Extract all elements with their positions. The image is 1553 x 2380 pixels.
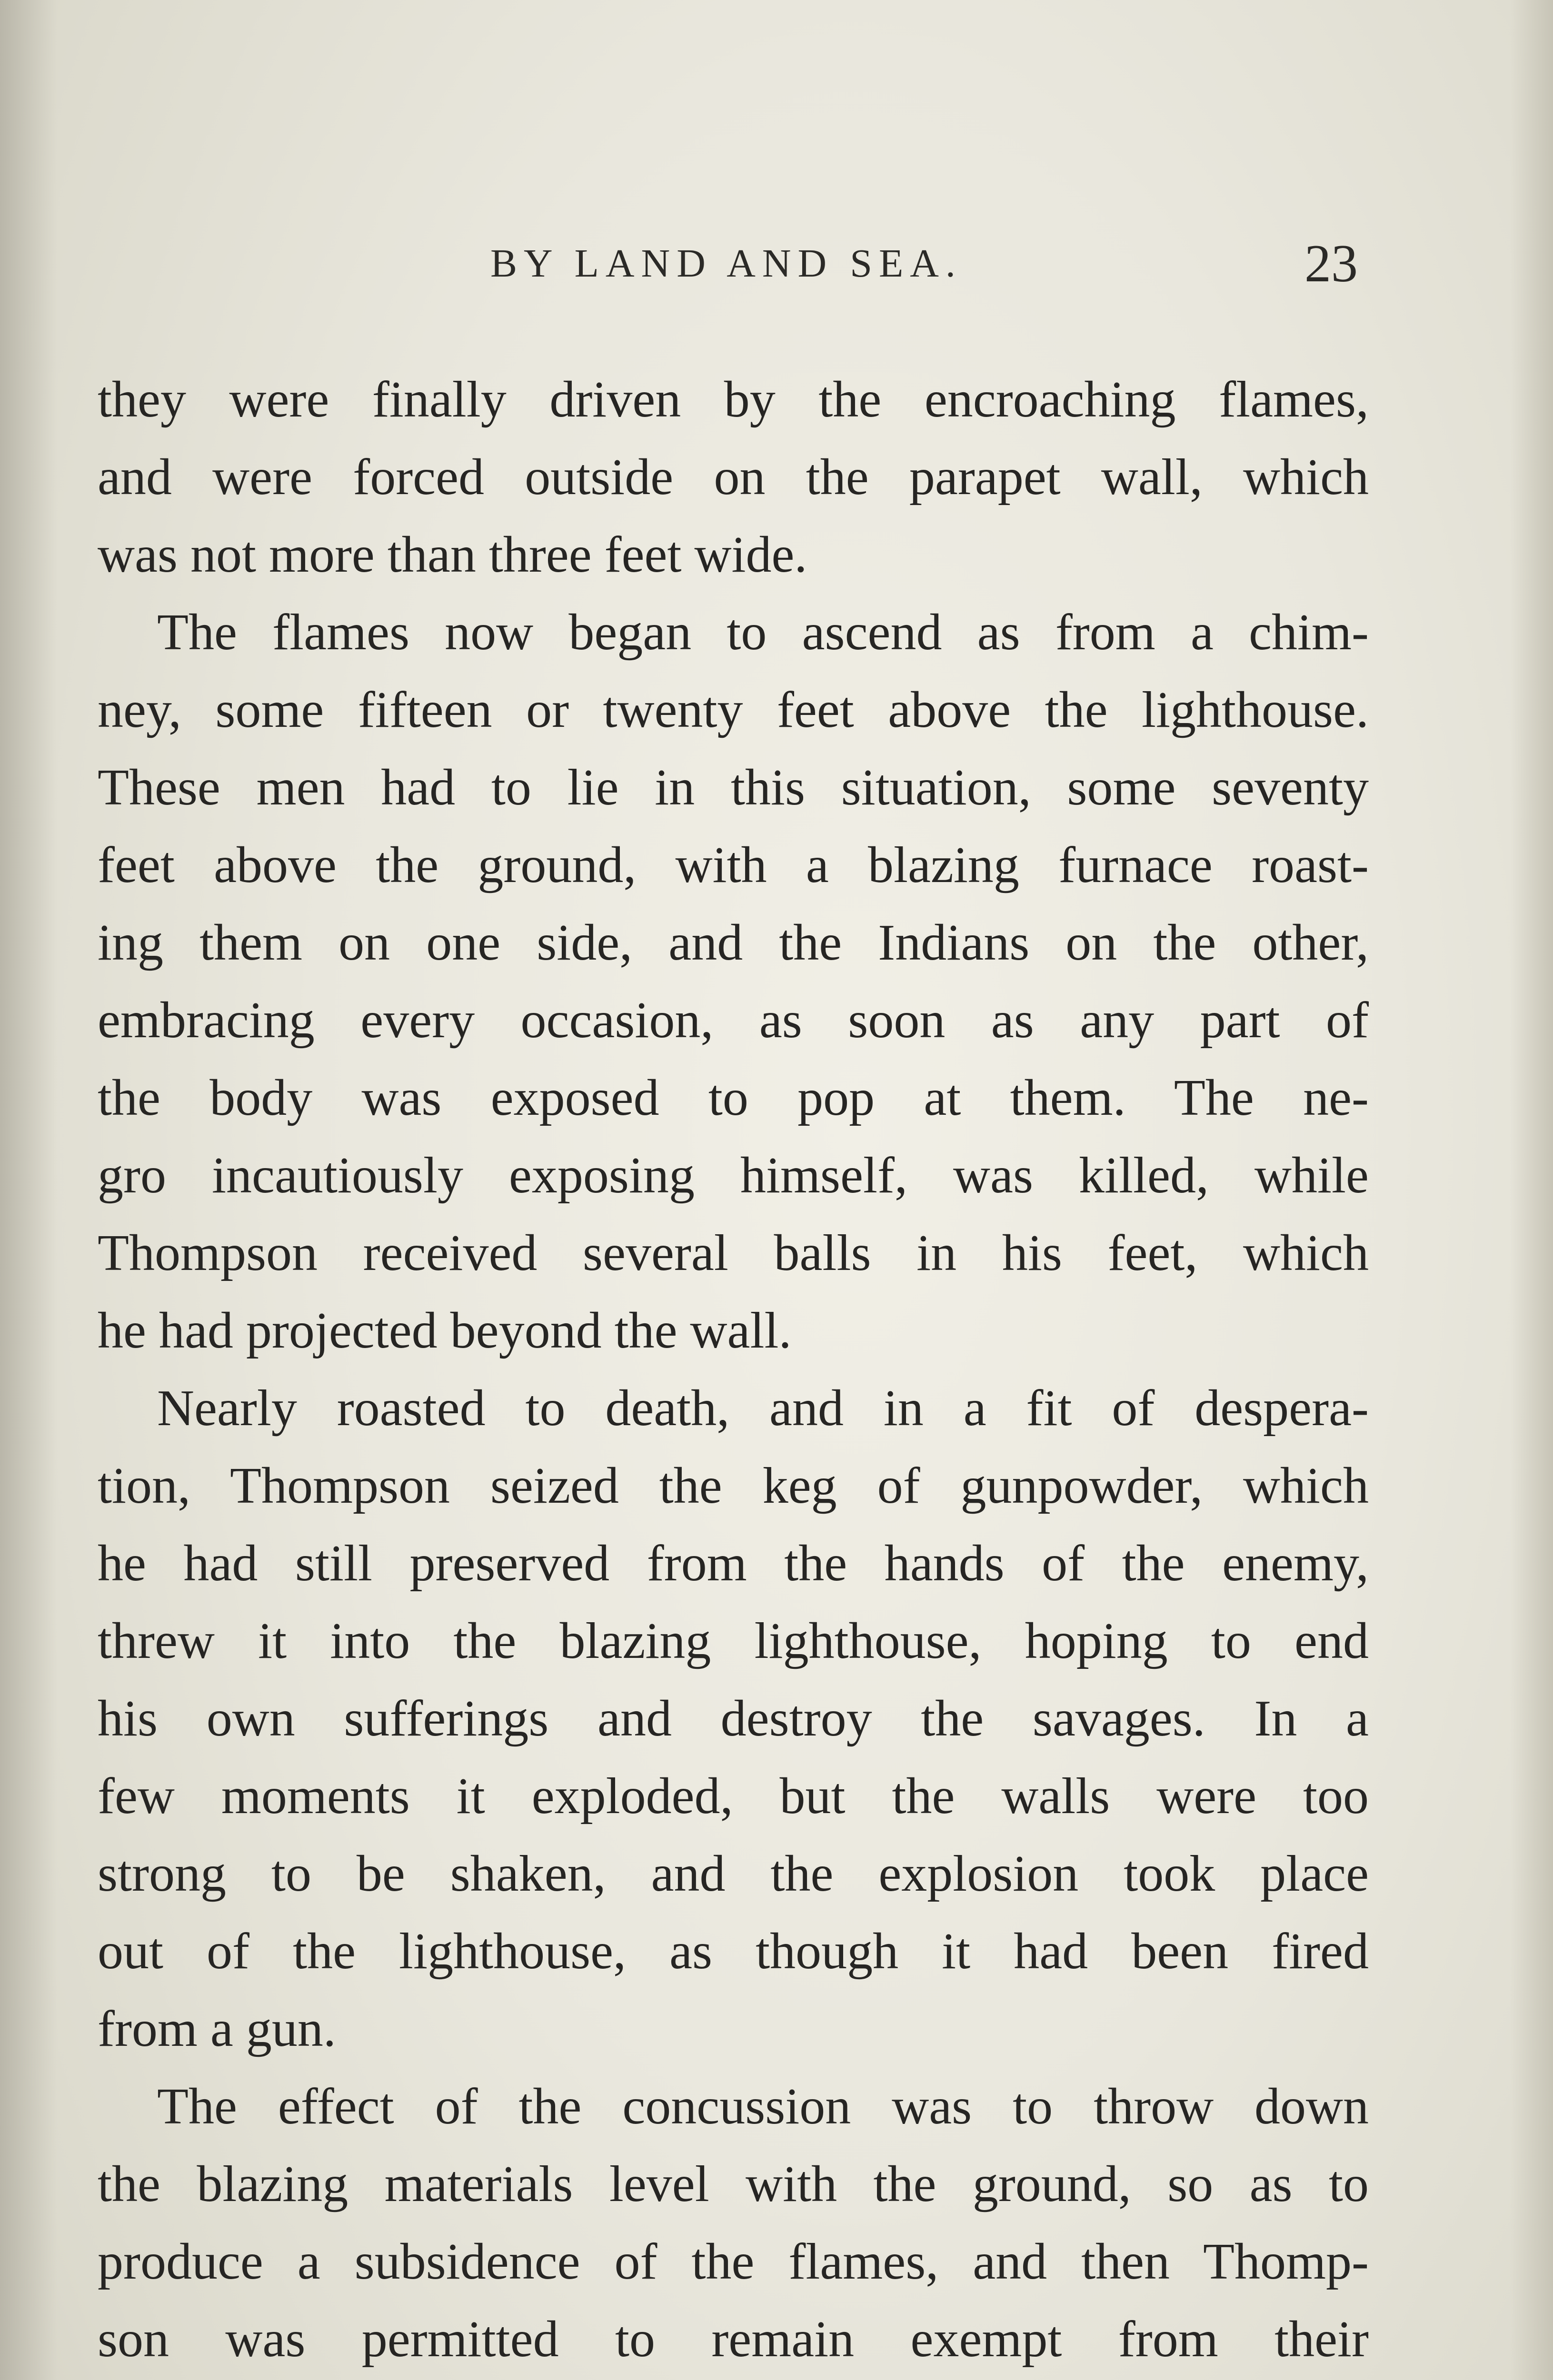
text-line: few moments it exploded, but the walls were too — [98, 1768, 1369, 1825]
page-number: 23 — [1304, 234, 1358, 293]
text-line: The flames now began to ascend as from a chim- — [157, 604, 1369, 661]
text-line: These men had to lie in this situation, some seventy — [98, 759, 1369, 816]
text-line: they were finally driven by the encroaching flames, — [98, 371, 1369, 428]
text-line: was not more than three feet wide. — [98, 526, 807, 583]
text-line: embracing every occasion, as soon as any part of — [98, 992, 1369, 1049]
body-text — [98, 361, 1369, 2380]
text-line: from a gun. — [98, 2001, 336, 2057]
text-line: he had projected beyond the wall. — [98, 1302, 792, 1359]
text-line: the body was exposed to pop at them. The ne- — [98, 1070, 1369, 1126]
text-line: his own sufferings and destroy the savages. In a — [98, 1690, 1369, 1747]
text-line: ing them on one side, and the Indians on the other, — [98, 914, 1369, 971]
text-line: he had still preserved from the hands of the enemy, — [98, 1535, 1369, 1592]
text-line: feet above the ground, with a blazing furnace roast- — [98, 837, 1369, 893]
text-line: out of the lighthouse, as though it had been fired — [98, 1923, 1369, 1980]
text-line: and were forced outside on the parapet wall, which — [98, 449, 1369, 506]
text-line: ney, some fifteen or twenty feet above the lighthouse. — [98, 682, 1369, 738]
text-line: The effect of the concussion was to throw down — [157, 2078, 1369, 2135]
text-line: strong to be shaken, and the explosion took place — [98, 1845, 1369, 1902]
text-line: threw it into the blazing lighthouse, hoping to end — [98, 1613, 1369, 1669]
text-line: produce a subsidence of the flames, and then Thomp- — [98, 2233, 1369, 2290]
text-line: Thompson received several balls in his feet, which — [98, 1225, 1369, 1281]
text-line: Nearly roasted to death, and in a fit of despera- — [157, 1380, 1369, 1437]
running-head: BY LAND AND SEA. — [490, 241, 962, 286]
text-line: son was permitted to remain exempt from their — [98, 2311, 1369, 2368]
text-line: tion, Thompson seized the keg of gunpowder, which — [98, 1458, 1369, 1514]
text-line: the blazing materials level with the ground, so as to — [98, 2156, 1369, 2212]
text-line: gro incautiously exposing himself, was killed, while — [98, 1147, 1369, 1204]
text-line — [98, 2378, 1369, 2380]
